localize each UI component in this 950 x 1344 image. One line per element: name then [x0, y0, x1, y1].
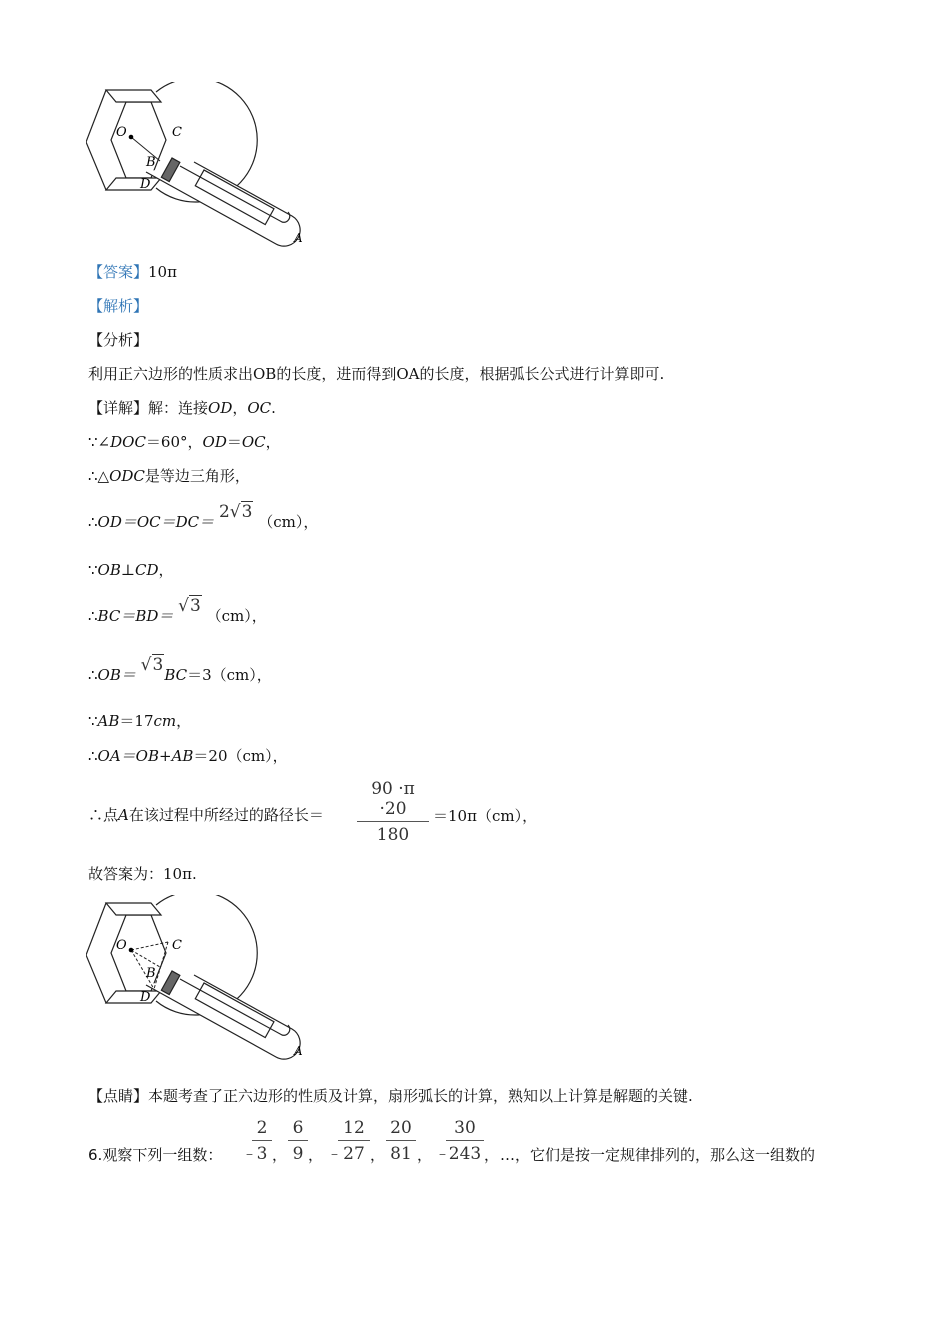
- answer-line: [88, 262, 177, 282]
- detail-line: [88, 398, 276, 418]
- answer-value: 10π: [148, 263, 177, 281]
- figure-label-C: C: [172, 938, 182, 953]
- figure-label-B: B: [146, 966, 156, 981]
- sqrt-expression: [219, 502, 254, 522]
- term-denominator: 27: [343, 1144, 365, 1164]
- sqrt-coefficient: 2: [218, 502, 230, 522]
- therefore-symbol: ∴: [88, 467, 98, 485]
- detail-sep: ，: [232, 399, 248, 417]
- arc-length-fraction: [357, 779, 429, 845]
- figure-label-C: C: [172, 125, 182, 140]
- step-9-rhs: ＝10π（cm），: [433, 807, 538, 825]
- fraction-denominator: 180: [376, 825, 410, 845]
- radical-sign: √: [178, 596, 189, 616]
- term-5-sign: ﹣: [435, 1144, 451, 1162]
- therefore-symbol: ∴: [88, 806, 104, 824]
- term-denominator: 81: [390, 1144, 412, 1164]
- sqrt-expression: [141, 655, 165, 675]
- radicand: 3: [241, 502, 253, 522]
- because-symbol: ∵: [88, 712, 98, 730]
- step-3-lhs: OD＝OC＝DC＝: [97, 513, 215, 531]
- term-3-sign: ﹣: [327, 1144, 343, 1162]
- step-3-unit: （cm），: [258, 513, 319, 531]
- step-5-unit: （cm），: [206, 607, 267, 625]
- comma: ，: [158, 561, 174, 579]
- question-prefix: .观察下列一组数：: [97, 1146, 223, 1164]
- wrench-figure-top: [86, 82, 316, 252]
- term-3-fraction: [338, 1118, 370, 1164]
- remark-tag: 【点睛】: [88, 1087, 149, 1105]
- step-2-text: 是等边三角形，: [144, 467, 250, 485]
- radical-sign: √: [140, 655, 152, 675]
- step-6-lhs: OB＝: [97, 666, 136, 684]
- term-separator: ，: [370, 1146, 386, 1164]
- question-number: 6: [88, 1146, 98, 1164]
- angle-doc: ∠DOC: [97, 433, 146, 451]
- term-denominator: 3: [256, 1144, 268, 1164]
- term-numerator: 20: [390, 1118, 412, 1138]
- triangle-odc: △ODC: [97, 467, 145, 485]
- segment-od: OD: [202, 433, 227, 451]
- therefore-symbol: ∴: [88, 747, 98, 765]
- fenxi-tag: 【分析】: [88, 331, 149, 349]
- step-8-rhs: ＝20（cm），: [193, 747, 288, 765]
- equals-sign: ＝: [226, 433, 242, 451]
- step-8-lhs: OA＝OB+AB: [97, 747, 194, 765]
- radicand: 3: [152, 655, 164, 675]
- comma: ，: [265, 433, 281, 451]
- term-separator: ，: [308, 1146, 324, 1164]
- step-6: [88, 655, 272, 685]
- figure-label-B: B: [146, 155, 156, 170]
- radicand: 3: [190, 596, 201, 616]
- analysis-tag: 【解析】: [88, 297, 149, 315]
- step-8: [88, 746, 288, 766]
- term-1-sign: ﹣: [242, 1144, 258, 1162]
- unit-cm: cm: [153, 712, 177, 730]
- term-5-fraction: [446, 1118, 484, 1164]
- detail-tag: 【详解】: [88, 399, 149, 417]
- step-9-text: 在该过程中所经过的路径长＝: [128, 806, 324, 824]
- because-symbol: ∵: [88, 433, 98, 451]
- figure-label-D: D: [140, 177, 151, 192]
- therefore-symbol: ∴: [88, 513, 98, 531]
- step-3: [88, 502, 319, 532]
- segment-ab: AB: [97, 712, 120, 730]
- radical-sign: √: [229, 502, 241, 522]
- figure-label-D: D: [140, 990, 151, 1005]
- therefore-symbol: ∴: [88, 607, 98, 625]
- term-1-fraction: [252, 1118, 272, 1164]
- term-numerator: 30: [454, 1118, 476, 1138]
- answer-tag: 【答案】: [88, 263, 149, 281]
- term-denominator: 9: [292, 1144, 304, 1164]
- because-symbol: ∵: [88, 561, 98, 579]
- segment-oc: OC: [241, 433, 266, 451]
- sqrt-expression: [178, 596, 202, 616]
- term-separator: ，: [272, 1146, 288, 1164]
- step-4: [88, 560, 174, 580]
- figure-label-A: A: [294, 1044, 303, 1058]
- step-5-lhs: BC＝BD＝: [97, 607, 174, 625]
- step-6-rhs: ＝3（cm），: [187, 666, 272, 684]
- term-numerator: 12: [343, 1118, 365, 1138]
- detail-segment-oc: OC: [247, 399, 272, 417]
- term-separator: ，: [484, 1146, 500, 1164]
- step-7: [88, 711, 191, 731]
- term-denominator: 243: [448, 1144, 482, 1164]
- segment-bc: BC: [164, 666, 188, 684]
- question-suffix: …，它们是按一定规律排列的，那么这一组数的: [500, 1146, 816, 1164]
- figure-label-A: A: [294, 231, 303, 245]
- step-1: [88, 432, 281, 452]
- term-2-fraction: [288, 1118, 308, 1164]
- remark-line: [88, 1086, 693, 1106]
- figure-label-O: O: [116, 125, 127, 140]
- detail-end: .: [271, 399, 276, 417]
- step-9: [88, 805, 324, 825]
- remark-text: 本题考查了正六边形的性质及计算，扇形弧长的计算，熟知以上计算是解题的关键.: [148, 1087, 693, 1105]
- step-5: [88, 596, 267, 626]
- detail-segment-od: OD: [208, 399, 233, 417]
- therefore-symbol: ∴: [88, 666, 98, 684]
- fenxi-text: 利用正六边形的性质求出OB的长度，进而得到OA的长度，根据弧长公式进行计算即可.: [88, 365, 665, 383]
- point-a: A: [118, 806, 129, 824]
- question-6: [88, 1144, 222, 1165]
- term-separator: ，: [417, 1146, 433, 1164]
- term-numerator: 2: [256, 1118, 268, 1138]
- ab-value: ＝17: [119, 712, 154, 730]
- comma: ，: [176, 712, 192, 730]
- detail-intro: 解：连接: [148, 399, 209, 417]
- fraction-numerator: 90 ·π ·20: [371, 779, 415, 819]
- step-9-prefix: 点: [103, 806, 119, 824]
- perpendicular-statement: OB⊥CD: [97, 561, 159, 579]
- angle-value: ＝60°，: [145, 433, 203, 451]
- term-4-fraction: [386, 1118, 416, 1164]
- conclusion: 故答案为：10π.: [88, 865, 197, 883]
- figure-label-O: O: [116, 938, 127, 953]
- term-numerator: 6: [292, 1118, 304, 1138]
- wrench-figure-bottom: [86, 895, 316, 1065]
- step-2: [88, 466, 250, 486]
